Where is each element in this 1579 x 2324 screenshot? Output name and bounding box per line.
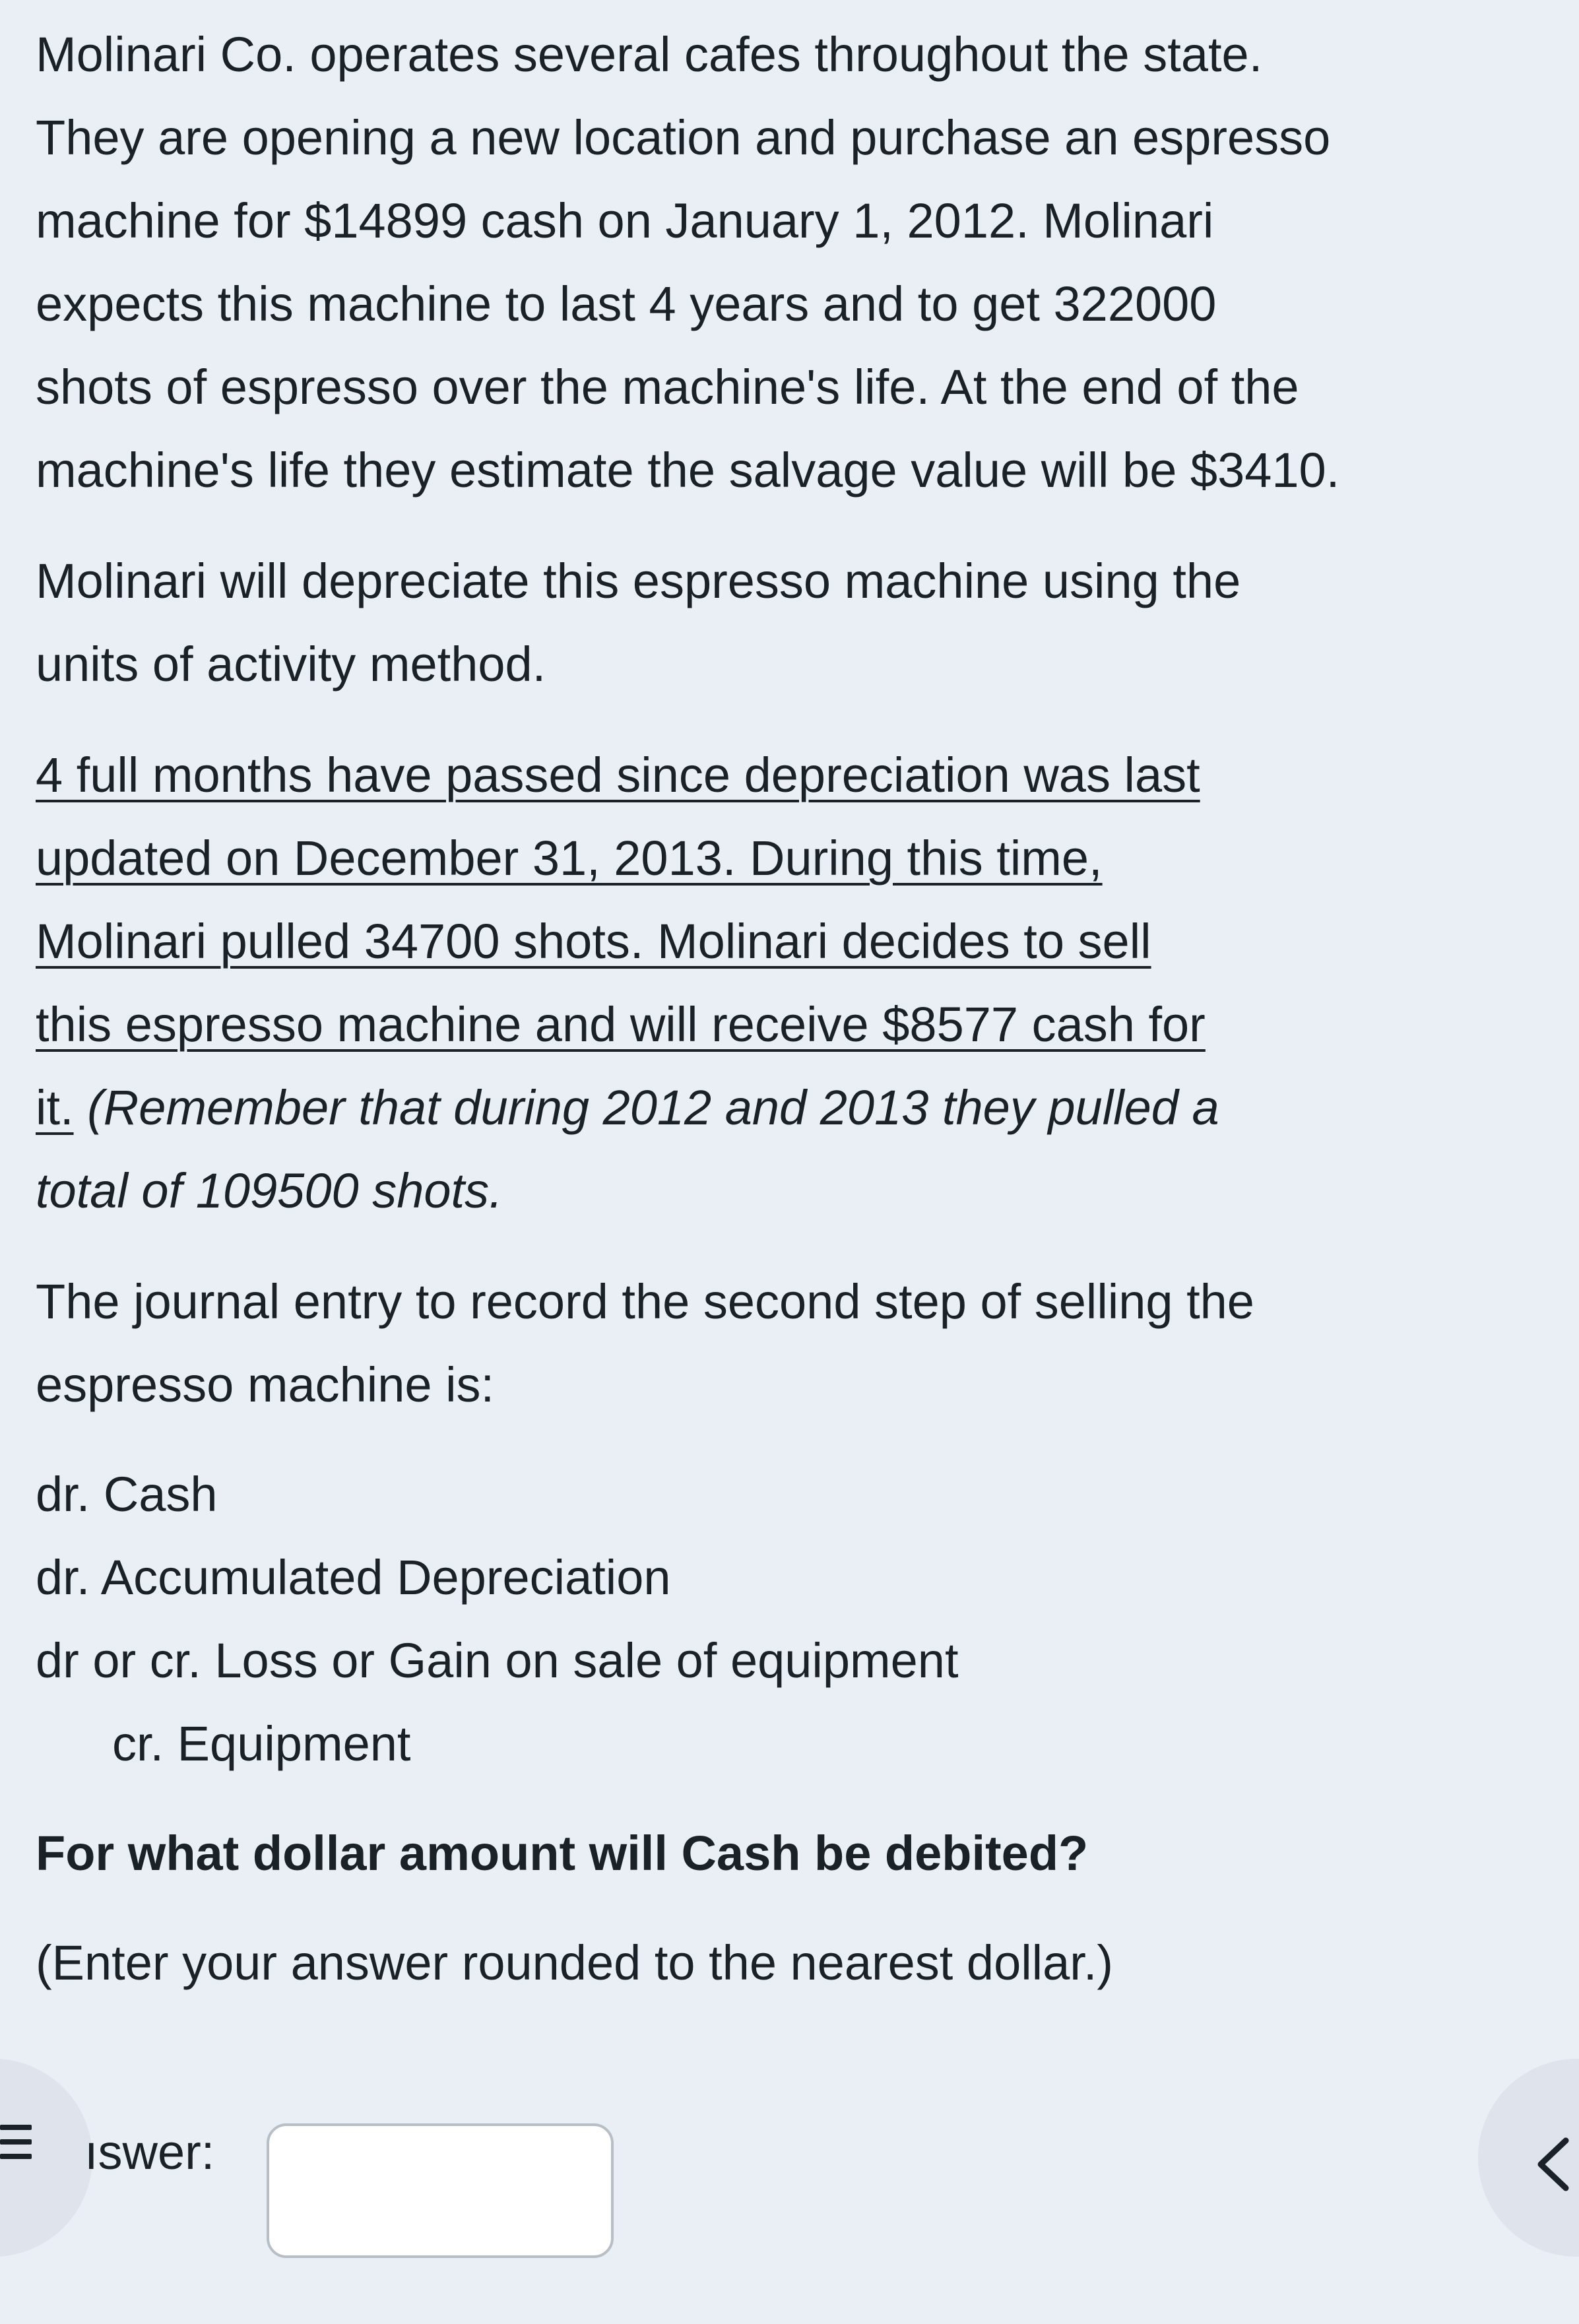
scenario-reminder: (Remember that during 2012 and 2013 they pulled a [73,1080,1219,1135]
intro-line: machine's life they estimate the salvage value will be $3410. [36,443,1340,498]
scenario-line: Molinari pulled 34700 shots. Molinari decides to sell [36,914,1151,969]
journal-entry-line: dr. Accumulated Depreciation [36,1550,671,1605]
journal-entry-line: dr or cr. Loss or Gain on sale of equipment [36,1633,959,1688]
question-text: For what dollar amount will Cash be debited? [36,1826,1089,1881]
answer-row [0,2059,1579,2257]
intro-paragraph [36,13,1553,512]
journal-entry-line: dr. Cash [36,1467,218,1522]
journal-credit-line: cr. Equipment [112,1716,411,1771]
answer-input[interactable] [267,2123,614,2258]
journal-intro-line: The journal entry to record the second step of selling the [36,1274,1254,1329]
intro-line: expects this machine to last 4 years and to get 322000 [36,276,1217,331]
method-paragraph [36,540,1553,706]
question-content [36,13,1553,2005]
scenario-line: updated on December 31, 2013. During this time, [36,831,1103,886]
intro-line: They are opening a new location and purchase an espresso [36,110,1331,165]
journal-intro-line: espresso machine is: [36,1357,495,1412]
answer-label: ıswer: [84,2125,215,2179]
journal-entry-list [36,1453,1553,1786]
scenario-line: it. [36,1080,74,1135]
chevron-left-icon[interactable] [1534,2137,1574,2192]
intro-line: shots of espresso over the machine's life. At the end of the [36,360,1299,414]
method-line: Molinari will depreciate this espresso machine using the [36,554,1241,608]
hint-text: (Enter your answer rounded to the nearest dollar.) [36,1935,1114,1990]
scenario-line: 4 full months have passed since depreciation was last [36,748,1200,802]
intro-line: machine for $14899 cash on January 1, 2012. Molinari [36,193,1214,248]
scenario-reminder-line: total of 109500 shots. [36,1163,503,1218]
scenario-line: this espresso machine and will receive $8577 cash for [36,997,1206,1052]
method-line: units of activity method. [36,637,546,692]
journal-intro-paragraph [36,1260,1553,1427]
scenario-paragraph [36,734,1553,1233]
intro-line: Molinari Co. operates several cafes throughout the state. [36,27,1263,82]
menu-icon[interactable] [0,2125,33,2160]
